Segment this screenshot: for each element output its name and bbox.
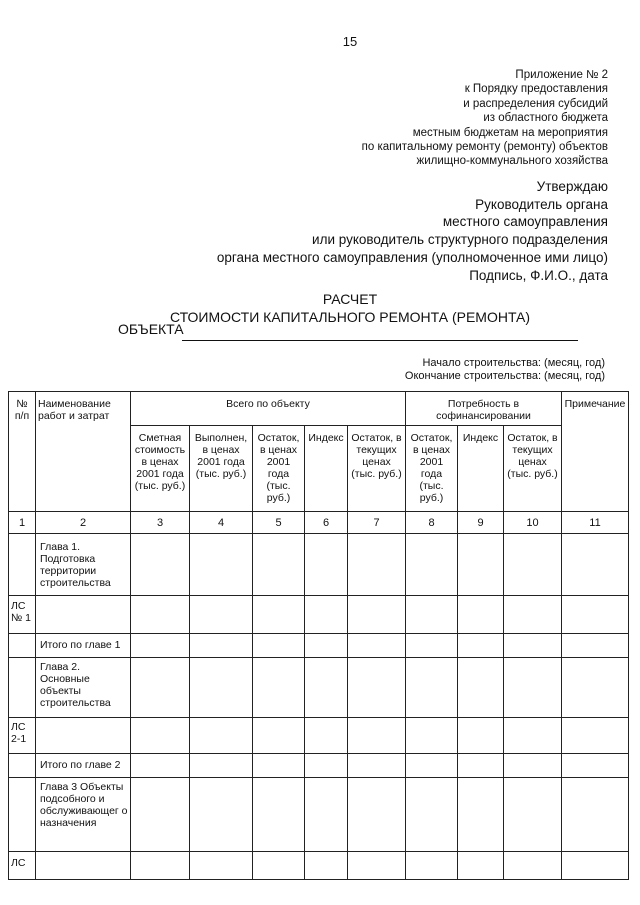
- header-cofinancing-group: Потребность в софинансировании: [406, 392, 562, 426]
- subheader-estimate-2001: Сметная стоимость в ценах 2001 года (тыс. руб.): [131, 426, 190, 512]
- approval-line: или руководитель структурного подразделения: [312, 232, 608, 248]
- object-name-field: [182, 340, 578, 341]
- row-name: [36, 852, 131, 880]
- appendix-line: и распределения субсидий: [463, 97, 608, 110]
- approval-line: местного самоуправления: [442, 214, 608, 230]
- header-name: Наименование работ и затрат: [36, 392, 131, 512]
- row-name: Итого по главе 1: [36, 634, 131, 658]
- column-number: 8: [406, 512, 458, 534]
- table-row: [9, 778, 629, 852]
- column-number: 10: [504, 512, 562, 534]
- cost-table: [8, 391, 629, 880]
- appendix-line: местным бюджетам на мероприятия: [412, 126, 608, 139]
- approval-line: органа местного самоуправления (уполномоченное ими лицо): [216, 249, 608, 265]
- header-note: Примечание: [562, 392, 629, 512]
- column-number: 1: [9, 512, 36, 534]
- row-num: ЛС № 1: [9, 596, 36, 634]
- column-number: 7: [348, 512, 406, 534]
- approval-line: Руководитель органа: [475, 196, 608, 212]
- column-number: 3: [131, 512, 190, 534]
- subheader-done-2001: Выполнен, в ценах 2001 года (тыс. руб.): [190, 426, 253, 512]
- header-total-group: Всего по объекту: [131, 392, 406, 426]
- row-num: ЛС 2-1: [9, 718, 36, 754]
- approval-line: Утверждаю: [536, 179, 608, 194]
- appendix-line: Приложение № 2: [515, 69, 608, 81]
- row-num: [9, 754, 36, 778]
- appendix-block: [362, 68, 608, 169]
- appendix-line: из областного бюджета: [483, 112, 608, 125]
- table-row: [9, 852, 629, 880]
- table-row: [9, 596, 629, 634]
- construction-dates: [405, 357, 605, 383]
- row-name: Глава 3 Объекты подсобного и обслуживающег о назначения: [36, 778, 131, 852]
- column-number: 5: [253, 512, 305, 534]
- appendix-line: к Порядку предоставления: [464, 83, 608, 96]
- table-row: [9, 658, 629, 718]
- object-label: ОБЪЕКТА: [118, 321, 184, 337]
- column-number: 11: [562, 512, 629, 534]
- column-number: 6: [305, 512, 348, 534]
- row-name: [36, 596, 131, 634]
- start-date-label: Начало строительства: (месяц, год): [422, 357, 605, 369]
- subheader-remainder-current: Остаток, в текущих ценах (тыс. руб.): [348, 426, 406, 512]
- table-row: [9, 754, 629, 778]
- column-number: 2: [36, 512, 131, 534]
- subheader-cofin-index: Индекс: [458, 426, 504, 512]
- row-num: [9, 534, 36, 596]
- document-subtitle: СТОИМОСТИ КАПИТАЛЬНОГО РЕМОНТА (РЕМОНТА): [169, 309, 531, 325]
- subheader-remainder-2001: Остаток, в ценах 2001 года (тыс. руб.): [253, 426, 305, 512]
- appendix-line: жилищно-коммунального хозяйства: [416, 155, 608, 168]
- column-number: 9: [458, 512, 504, 534]
- appendix-line: по капитальному ремонту (ремонту) объектов: [361, 141, 608, 154]
- row-name: Глава 1. Подготовка территории строительства: [36, 534, 131, 596]
- subheader-cofin-remainder-current: Остаток, в текущих ценах (тыс. руб.): [504, 426, 562, 512]
- table-row: [9, 718, 629, 754]
- page-number: 15: [342, 34, 358, 49]
- row-num: ЛС: [9, 852, 36, 880]
- row-name: Итого по главе 2: [36, 754, 131, 778]
- subheader-index: Индекс: [305, 426, 348, 512]
- column-number: 4: [190, 512, 253, 534]
- row-num: [9, 634, 36, 658]
- subheader-cofin-remainder-2001: Остаток, в ценах 2001 года (тыс. руб.): [406, 426, 458, 512]
- end-date-label: Окончание строительства: (месяц, год): [404, 370, 605, 382]
- header-num: № п/п: [9, 392, 36, 512]
- row-num: [9, 658, 36, 718]
- table-row: [9, 534, 629, 596]
- approval-block: [217, 178, 608, 284]
- document-title: РАСЧЕТ: [322, 291, 378, 307]
- row-name: Глава 2. Основные объекты строительства: [36, 658, 131, 718]
- approval-line: Подпись, Ф.И.О., дата: [469, 267, 608, 283]
- row-num: [9, 778, 36, 852]
- row-name: [36, 718, 131, 754]
- table-row: [9, 634, 629, 658]
